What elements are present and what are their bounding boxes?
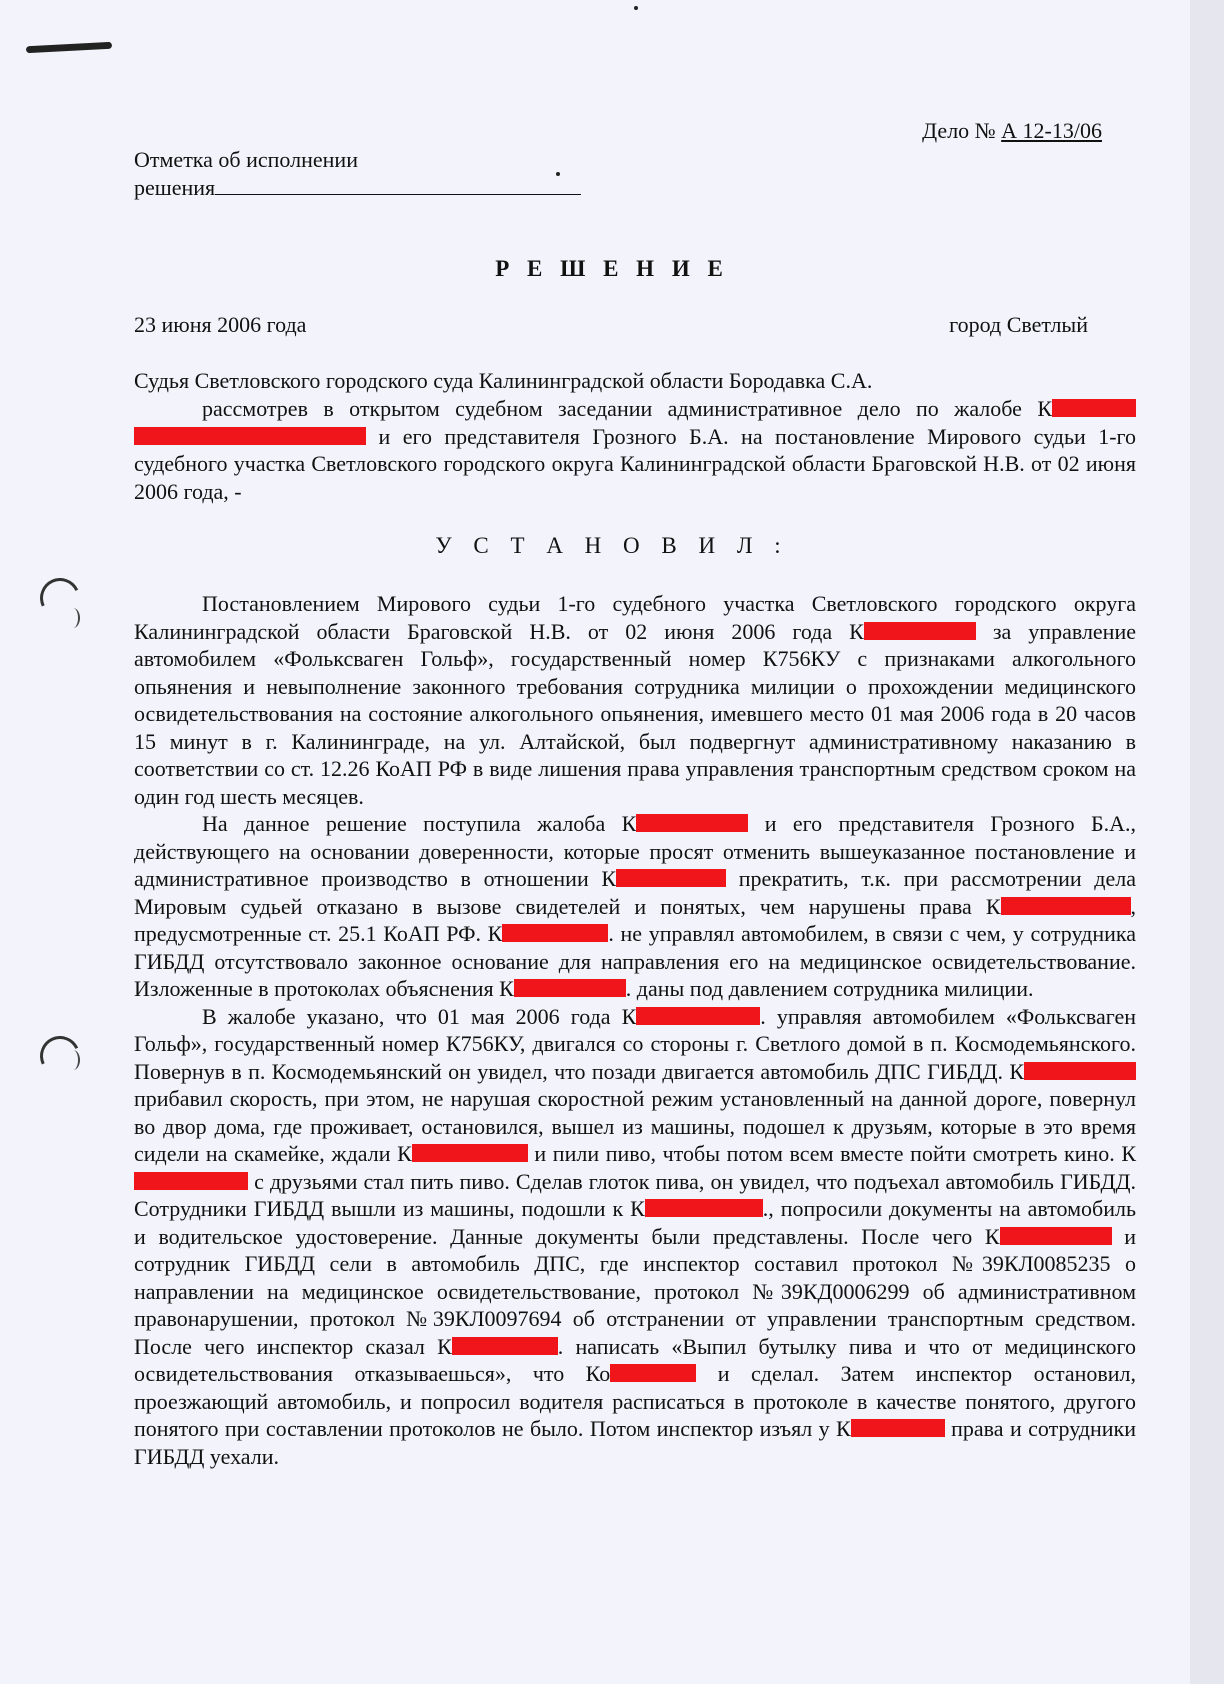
redaction-box	[412, 1144, 528, 1162]
case-number	[922, 118, 1102, 144]
document-date: 23 июня 2006 года	[134, 312, 307, 337]
intro-paragraph	[134, 395, 1136, 505]
redaction-box	[134, 1172, 248, 1190]
redaction-box	[452, 1337, 558, 1355]
redaction-box	[616, 869, 726, 887]
paragraph: На данное решение поступила жалоба К и его представителя Грозного Б.А., действующего на основании доверенности, которые просят отменить вышеуказанное постановление и административное производство в отношении К прекратить, т.к. при рассмотрении дела Мировым судьей отказано в вызове свидетелей и понятых, чем нарушены права К , предусмотренные ст. 25.1 КоАП РФ. К . не управлял автомобилем, в связи с чем, у сотрудника ГИБДД отсутствовало законное основание для направления его на медицинское освидетельствование. Изложенные в протоколах объяснения К . даны под давлением сотрудника милиции.	[134, 811, 1137, 1001]
case-label: Дело №	[922, 118, 1002, 143]
execution-note	[134, 146, 581, 202]
main-body	[134, 590, 1136, 1470]
pen-mark	[26, 42, 112, 53]
execution-note-label: решения	[134, 175, 216, 200]
document-title: Р Е Ш Е Н И Е	[495, 256, 729, 281]
redaction-box	[1052, 399, 1136, 417]
document-city: город Светлый	[949, 312, 1088, 337]
redaction-box	[502, 924, 608, 942]
paragraph: Постановлением Мирового судьи 1-го судебного участка Светловского городского округа Калининградской области Браговской Н.В. от 02 июня 2006 года К за управление автомобилем «Фольксваген Гольф», государственный номер К756КУ с признаками алкогольного опьянения и невыполнение законного требования сотрудника милиции о прохождении медицинского освидетельствования на состояние алкогольного опьянения, имевшего место 01 мая 2006 года в 20 часов 15 минут в г. Калининграде, на ул. Алтайской, был подвергнут административному наказанию в соответствии со ст. 12.26 КоАП РФ в виде лишения права управления транспортным средством сроком на один год шесть месяцев.	[134, 591, 1136, 809]
judge-line: Судья Светловского городского суда Калининградской области Бородавка С.А.	[134, 368, 873, 393]
punch-hole-mark	[66, 608, 80, 628]
ink-dot	[634, 6, 638, 10]
intro-text: рассмотрев в открытом судебном заседании административное дело по жалобе К	[202, 396, 1052, 421]
paper-edge	[1190, 0, 1224, 1684]
redaction-box	[1001, 897, 1131, 915]
execution-note-line2	[134, 174, 581, 202]
punch-hole-mark	[66, 1050, 80, 1070]
redaction-box	[851, 1419, 945, 1437]
section-title: У С Т А Н О В И Л :	[435, 533, 789, 558]
redaction-box	[645, 1199, 763, 1217]
redaction-box	[1000, 1227, 1112, 1245]
paragraph: В жалобе указано, что 01 мая 2006 года К . управляя автомобилем «Фольксваген Гольф», государственный номер К756КУ, двигался со стороны г. Светлого домой в п. Космодемьянского. Повернув в п. Космодемьянский он увидел, что позади двигается автомобиль ДПС ГИБДД. К прибавил скорость, при этом, не нарушая скоростной режим установленный на данной дороге, повернул во двор дома, где проживает, остановился, вышел из машины, подошел к друзьям, которые в это время сидели на скамейке, ждали К и пили пиво, чтобы потом всем вместе пойти смотреть кино. К с друзьями стал пить пиво. Сделав глоток пива, он увидел, что подъехал автомобиль ГИБДД. Сотрудники ГИБДД вышли из машины, подошли к К ., попросили документы на автомобиль и водительское удостоверение. Данные документы были представлены. После чего К и сотрудник ГИБДД сели в автомобиль ДПС, где инспектор составил протокол №39КЛ0085235 о направлении на медицинское освидетельствование, протокол №39КД0006299 об административном правонарушении, протокол №39КЛ0097694 об отстранении от управлении транспортным средством. После чего инспектор сказал К . написать «Выпил бутылку пива и что от медицинского освидетельствования отказываешься», что Ко и сделал. Затем инспектор остановил, проезжающий автомобиль, и попросил водителя расписаться в протоколе в качестве понятого, другого понятого при составлении протоколов не было. Потом инспектор изъял у К права и сотрудники ГИБДД уехали.	[134, 1003, 1137, 1469]
redaction-box	[1024, 1062, 1136, 1080]
redaction-box	[864, 622, 976, 640]
intro-text: и его представителя Грозного Б.А. на постановление Мирового судьи 1-го судебного участка Светловского городского округа Калининградской области Браговской Н.В. от 02 июня 2006 года, -	[134, 423, 1137, 504]
redaction-box	[610, 1364, 696, 1382]
case-number-value: А 12-13/06	[1001, 118, 1102, 143]
signature-line	[215, 176, 581, 195]
execution-note-line1: Отметка об исполнении	[134, 147, 358, 172]
redaction-box	[134, 427, 366, 445]
redaction-box	[636, 814, 748, 832]
redaction-box	[636, 1007, 760, 1025]
redaction-box	[514, 979, 626, 997]
